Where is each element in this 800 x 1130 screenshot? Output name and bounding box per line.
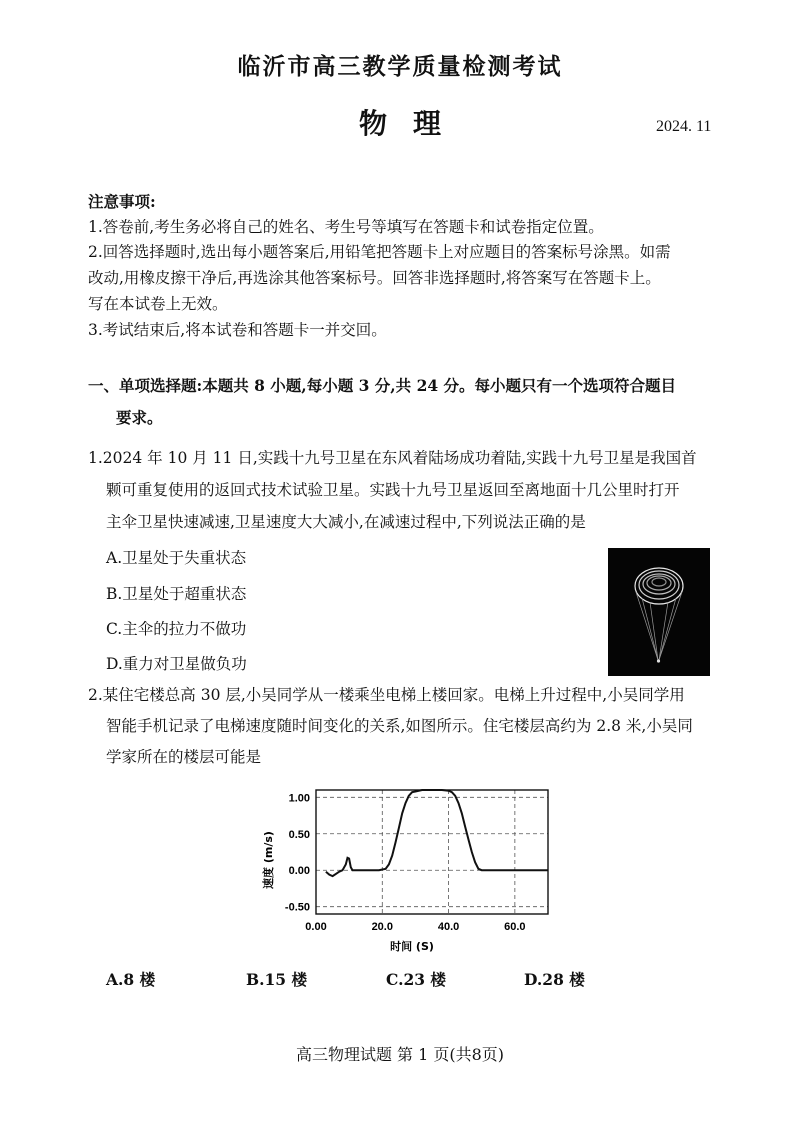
q1-option-a: A.卫星处于失重状态	[106, 549, 247, 567]
q2-stem-line-2: 智能手机记录了电梯速度随时间变化的关系,如图所示。住宅楼层高约为 2.8 米,小吴同	[106, 717, 693, 735]
page-footer: 高三物理试题 第 1 页(共8页)	[295, 1045, 505, 1064]
exam-date: 2024. 11	[656, 118, 712, 135]
x-axis-label: 时间 (S)	[390, 940, 434, 953]
notice-line-1: 1.答卷前,考生务必将自己的姓名、考生号等填写在答题卡和试卷指定位置。	[88, 218, 604, 236]
x-tick-label: 40.0	[437, 921, 460, 933]
notice-line-3: 改动,用橡皮擦干净后,再选涂其他答案标号。回答非选择题时,将答案写在答题卡上。	[88, 269, 661, 287]
q1-stem-line-3: 主伞卫星快速减速,卫星速度大大减小,在减速过程中,下列说法正确的是	[106, 513, 586, 531]
notice-line-4: 写在本试卷上无效。	[88, 295, 228, 313]
subject-title: 物理	[358, 107, 467, 140]
section-1-heading-cont: 要求。	[116, 408, 163, 427]
notice-heading: 注意事项:	[88, 192, 156, 211]
q2-stem-line-1: 2.某住宅楼总高 30 层,小吴同学从一楼乘坐电梯上楼回家。电梯上升过程中,小吴同学用	[88, 686, 685, 704]
velocity-time-chart	[262, 780, 562, 958]
notice-line-2: 2.回答选择题时,选出每小题答案后,用铅笔把答题卡上对应题目的答案标号涂黑。如需	[88, 243, 671, 261]
plot-frame	[316, 790, 548, 914]
y-tick-label: 1.00	[288, 792, 310, 805]
q2-stem-line-3: 学家所在的楼层可能是	[106, 748, 262, 766]
x-tick-label: 60.0	[504, 921, 526, 933]
q1-option-d: D.重力对卫星做负功	[106, 655, 247, 673]
parachute-photo	[608, 548, 710, 676]
q1-stem-line-1: 1.2024 年 10 月 11 日,实践十九号卫星在东风着陆场成功着陆,实践十九号卫星是我国首	[88, 449, 697, 467]
x-tick-label: 20.0	[371, 921, 393, 933]
q1-option-b: B.卫星处于超重状态	[106, 585, 247, 603]
y-axis-label: 速度 (m/s)	[262, 831, 275, 889]
q2-option-a: A.8 楼	[106, 970, 156, 989]
q2-option-b: B.15 楼	[246, 970, 307, 989]
x-tick-label: 0.00	[305, 921, 327, 933]
q1-stem-line-2: 颗可重复使用的返回式技术试验卫星。实践十九号卫星返回至离地面十几公里时打开	[106, 481, 680, 499]
y-tick-label: 0.50	[288, 828, 310, 841]
exam-title: 临沂市高三教学质量检测考试	[237, 53, 563, 80]
chart-grid	[316, 790, 548, 914]
section-1-heading: 一、单项选择题:本题共 8 小题,每小题 3 分,共 24 分。每小题只有一个选项符合题目	[88, 376, 677, 395]
q2-option-d: D.28 楼	[524, 970, 585, 989]
notice-line-5: 3.考试结束后,将本试卷和答题卡一并交回。	[88, 321, 387, 339]
q1-option-c: C.主伞的拉力不做功	[106, 620, 247, 638]
y-tick-label: 0.00	[288, 865, 310, 878]
q2-option-c: C.23 楼	[386, 970, 446, 989]
y-tick-label: -0.50	[284, 901, 310, 914]
